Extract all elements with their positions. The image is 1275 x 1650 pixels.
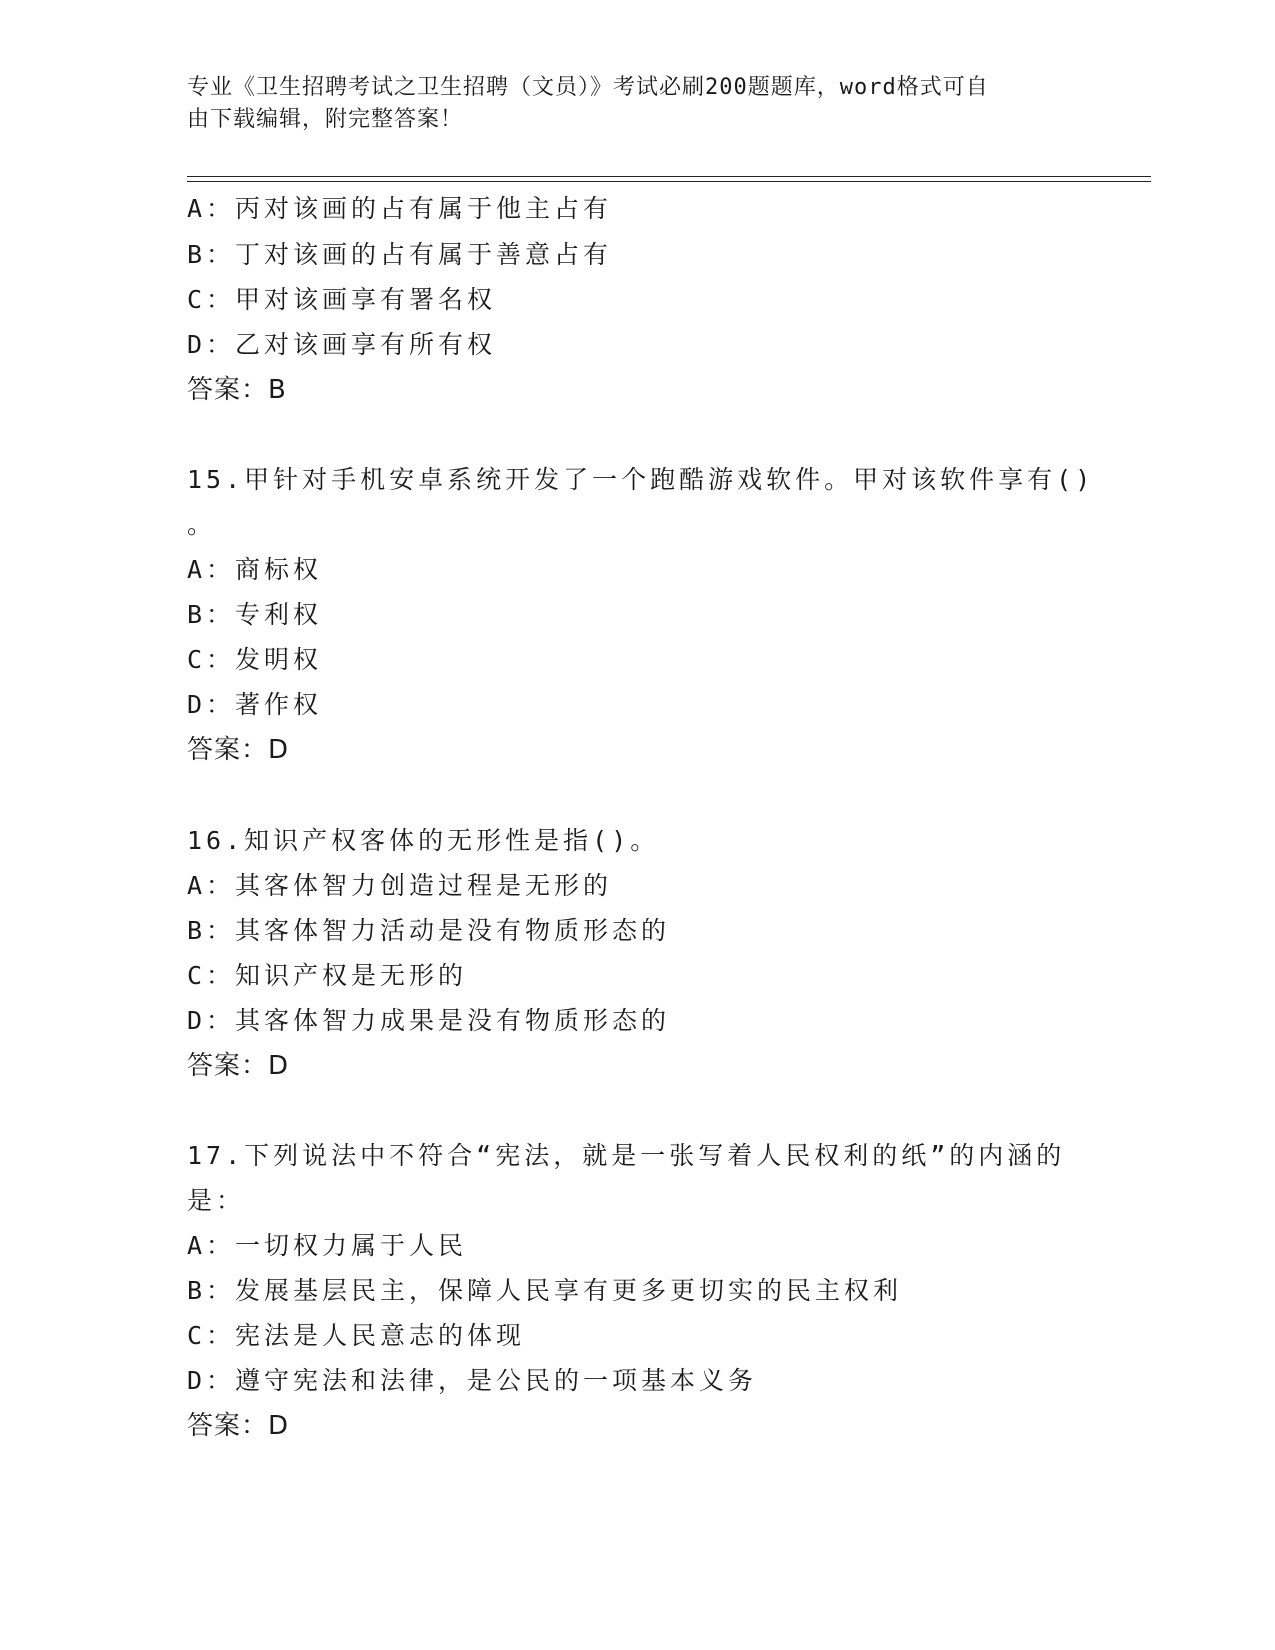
header-divider-bottom — [187, 181, 1151, 182]
q15-option-a: A：商标权 — [187, 555, 323, 584]
header-divider-top — [187, 176, 1151, 177]
q15-stem: 15.甲针对手机安卓系统开发了一个跑酷游戏软件。甲对该软件享有() — [187, 465, 1095, 494]
q16-option-a: A：其客体智力创造过程是无形的 — [187, 871, 613, 900]
header-line-2: 由下载编辑，附完整答案！ — [187, 107, 464, 132]
q16-option-c: C：知识产权是无形的 — [187, 961, 468, 990]
q17-stem-continuation: 是： — [187, 1186, 246, 1215]
q15-stem-continuation: 。 — [187, 510, 217, 539]
q17-option-d: D：遵守宪法和法律，是公民的一项基本义务 — [187, 1366, 758, 1395]
q14-option-c: C：甲对该画享有署名权 — [187, 285, 497, 314]
q14-option-b: B：丁对该画的占有属于善意占有 — [187, 240, 613, 269]
q14-answer: 答案：B — [187, 375, 287, 405]
q16-option-d: D：其客体智力成果是没有物质形态的 — [187, 1006, 671, 1035]
q17-answer: 答案：D — [187, 1411, 290, 1441]
q15-option-c: C：发明权 — [187, 645, 323, 674]
q15-option-d: D：著作权 — [187, 690, 323, 719]
document-header — [187, 72, 1067, 136]
header-line-1: 专业《卫生招聘考试之卫生招聘（文员）》考试必刷200题题库，word格式可自 — [187, 75, 989, 100]
q17-stem: 17.下列说法中不符合“宪法，就是一张写着人民权利的纸”的内涵的 — [187, 1141, 1066, 1170]
q17-option-c: C：宪法是人民意志的体现 — [187, 1321, 526, 1350]
q16-option-b: B：其客体智力活动是没有物质形态的 — [187, 916, 671, 945]
q14-option-a: A：丙对该画的占有属于他主占有 — [187, 194, 613, 223]
q15-option-b: B：专利权 — [187, 600, 323, 629]
q17-option-b: B：发展基层民主，保障人民享有更多更切实的民主权利 — [187, 1276, 903, 1305]
q16-answer: 答案：D — [187, 1051, 290, 1081]
q17-option-a: A：一切权力属于人民 — [187, 1231, 468, 1260]
q16-stem: 16.知识产权客体的无形性是指()。 — [187, 826, 660, 855]
q14-option-d: D：乙对该画享有所有权 — [187, 330, 497, 359]
q15-answer: 答案：D — [187, 735, 290, 765]
